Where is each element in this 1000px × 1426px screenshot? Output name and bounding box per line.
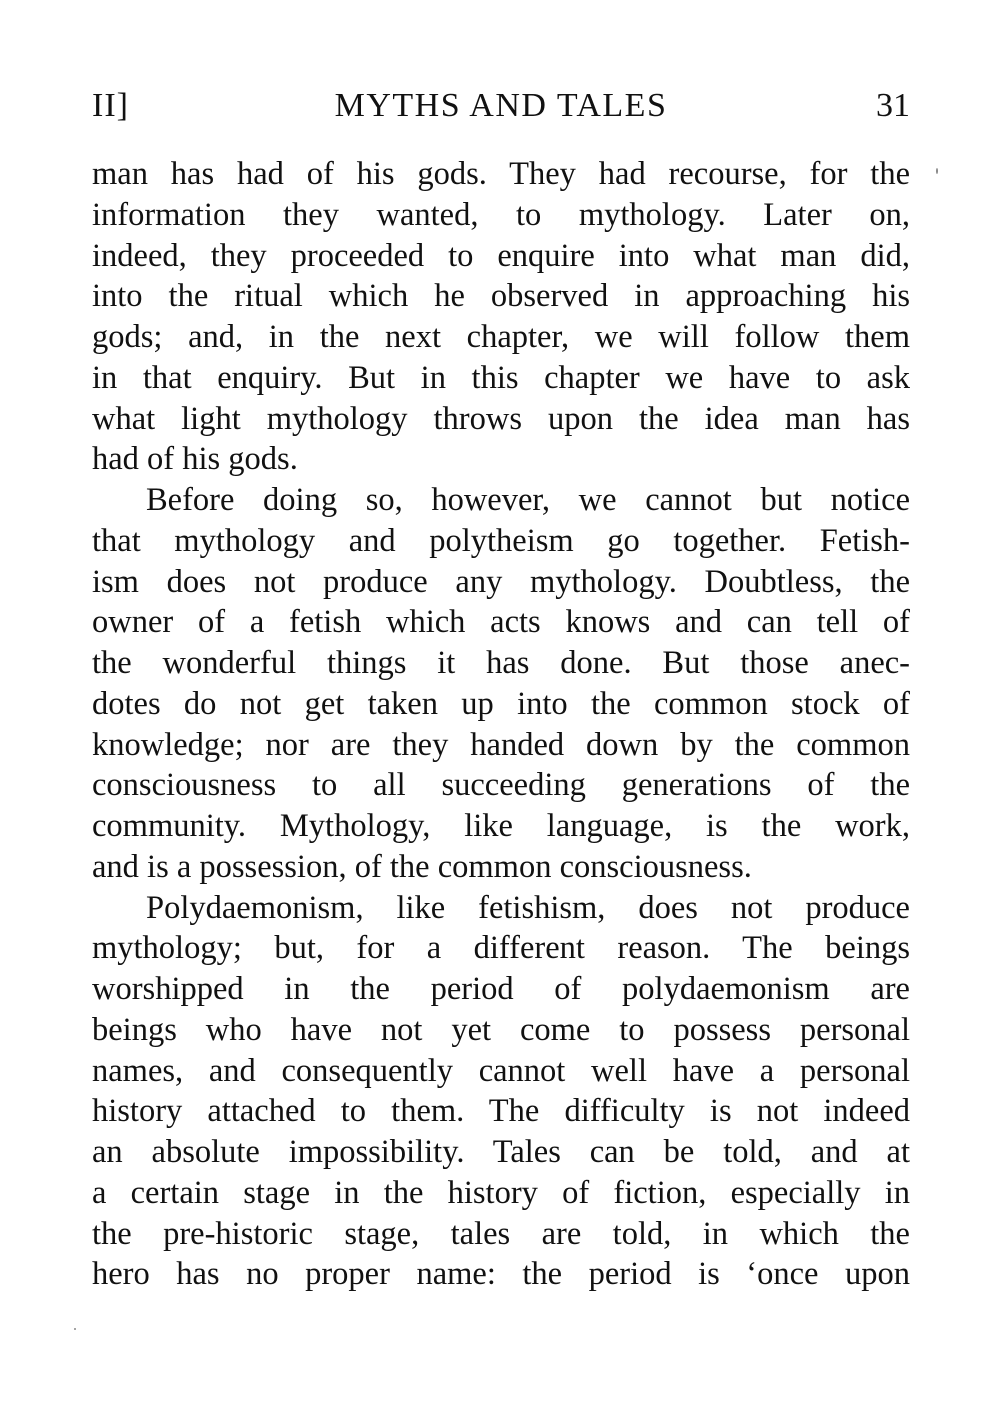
text-line: history attached to them. The difficulty is not indeed [92, 1093, 910, 1130]
text-line: names, and consequently cannot well have a personal [92, 1052, 910, 1089]
scan-speck [936, 168, 938, 174]
scan-speck [74, 1328, 76, 1330]
text-line: gods; and, in the next chapter, we will follow them [92, 319, 910, 355]
text-line: indeed, they proceeded to enquire into what man did, [92, 237, 910, 274]
running-title: MYTHS AND TALES [334, 87, 668, 124]
text-line: what light mythology throws upon the idea man has [92, 400, 910, 437]
text-line: knowledge; nor are they handed down by the common [92, 726, 910, 763]
text-line: ism does not produce any mythology. Doubtless, the [92, 563, 910, 600]
text-line: and is a possession, of the common consciousness. [92, 848, 752, 885]
text-line: into the ritual which he observed in approaching his [92, 278, 910, 315]
text-line: beings who have not yet come to possess personal [92, 1011, 910, 1048]
text-line: the wonderful things it has done. But those anec- [92, 645, 910, 681]
text-line: community. Mythology, like language, is the work, [92, 808, 910, 844]
text-line: an absolute impossibility. Tales can be told, and at [92, 1134, 910, 1170]
text-line: that mythology and polytheism go together. Fetish- [92, 522, 910, 559]
running-head [92, 84, 910, 128]
text-line: information they wanted, to mythology. Later on, [92, 196, 910, 233]
text-line: dotes do not get taken up into the common stock of [92, 685, 910, 722]
text-line: a certain stage in the history of fiction, especially in [92, 1174, 910, 1211]
text-line: owner of a fetish which acts knows and can tell of [92, 604, 910, 641]
text-line: man has had of his gods. They had recourse, for the [92, 156, 910, 192]
text-line: the pre-historic stage, tales are told, in which the [92, 1215, 910, 1252]
page-number: 31 [876, 87, 910, 124]
text-line: worshipped in the period of polydaemonism are [92, 971, 910, 1007]
text-line: consciousness to all succeeding generations of the [92, 767, 910, 804]
text-line: mythology; but, for a different reason. The beings [92, 930, 910, 967]
chapter-number: II] [92, 87, 129, 124]
text-line: in that enquiry. But in this chapter we have to ask [92, 359, 910, 396]
text-line: hero has no proper name: the period is ‘once upon [92, 1256, 910, 1293]
paragraph-first-line: Before doing so, however, we cannot but notice [146, 482, 910, 518]
paragraph-first-line: Polydaemonism, like fetishism, does not produce [146, 889, 910, 926]
text-line: had of his gods. [92, 441, 298, 478]
body-text [92, 154, 910, 1295]
